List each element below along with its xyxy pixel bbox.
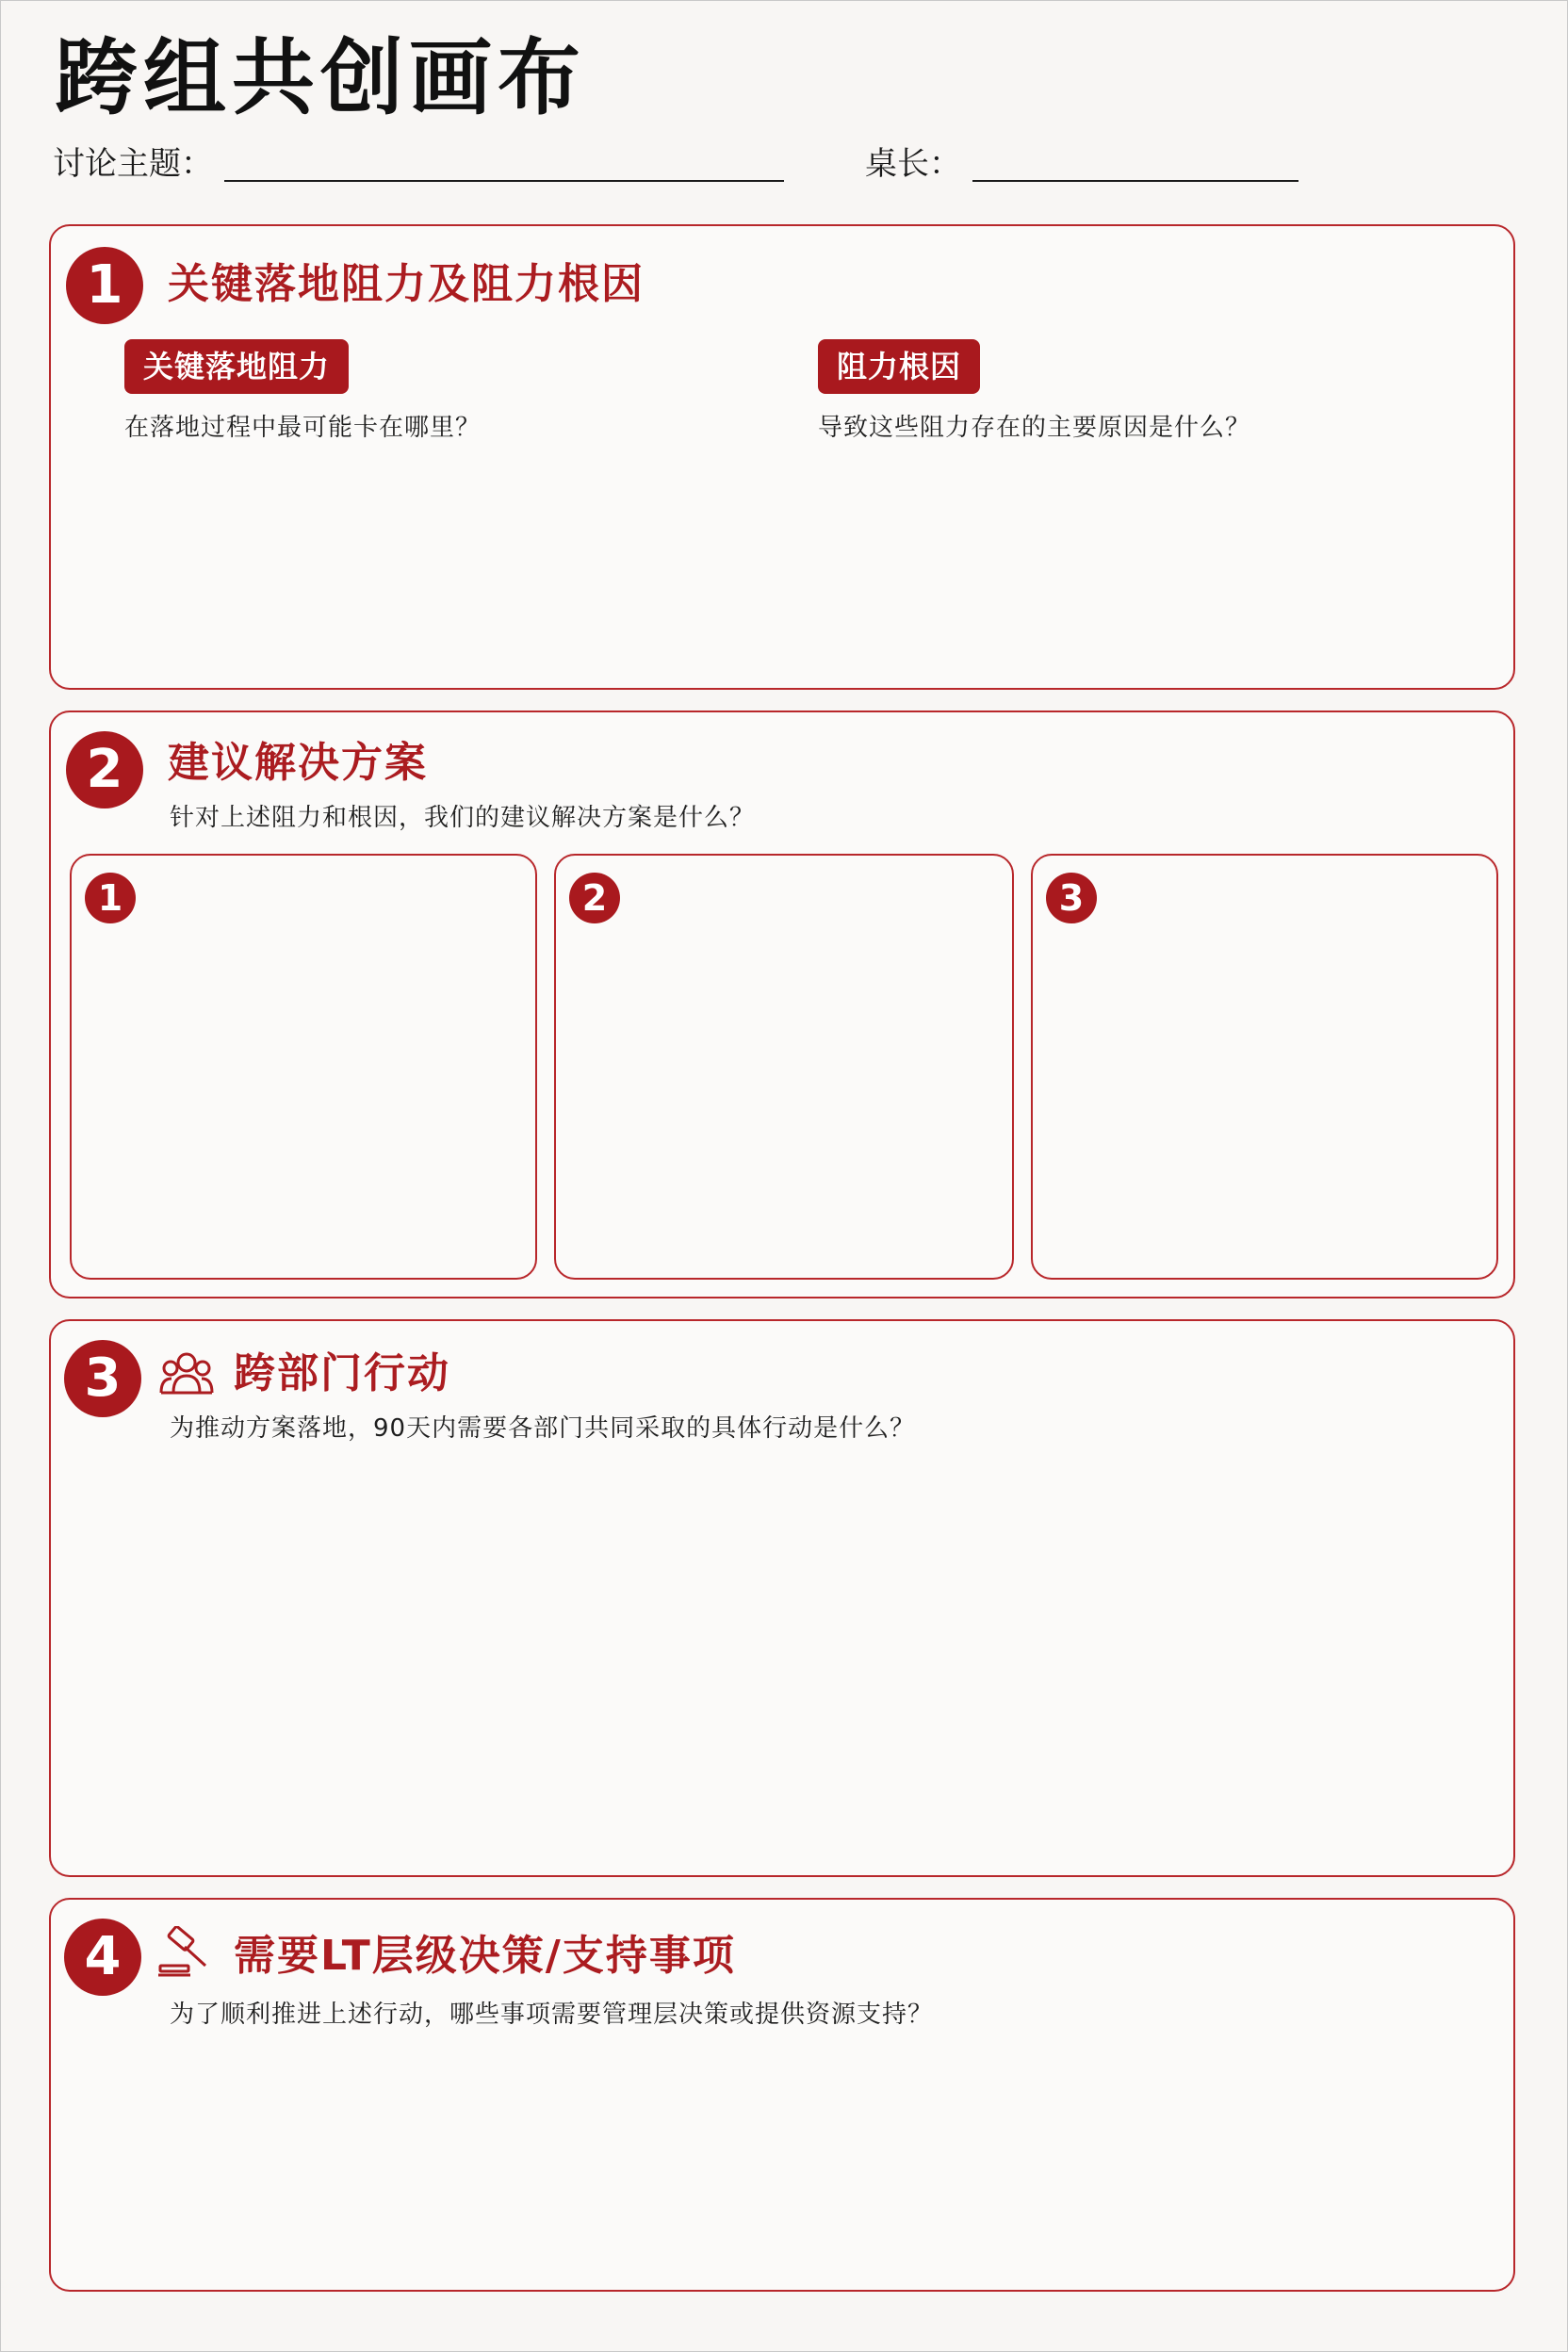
- card-number-badge: 2: [569, 873, 620, 923]
- section-decisions: [49, 1898, 1515, 2292]
- host-label: 桌长：: [865, 145, 961, 183]
- solution-card-1[interactable]: [70, 854, 537, 1280]
- gavel-icon: [156, 1926, 213, 1979]
- section-prompt: 针对上述阻力和根因，我们的建议解决方案是什么？: [170, 804, 756, 832]
- card-number-badge: 3: [1046, 873, 1097, 923]
- card-number-badge: 1: [85, 873, 136, 923]
- team-icon: [158, 1349, 215, 1398]
- section-resistance: [49, 224, 1515, 690]
- section-number-badge: 2: [66, 731, 143, 808]
- section-title: 需要LT层级决策/支持事项: [234, 1932, 736, 1980]
- section-number-badge: 4: [64, 1919, 141, 1996]
- section-title: 跨部门行动: [234, 1349, 450, 1397]
- section-actions: [49, 1319, 1515, 1877]
- prompt-key-resistance: 在落地过程中最可能卡在哪里？: [124, 414, 482, 442]
- section-prompt: 为推动方案落地，90天内需要各部门共同采取的具体行动是什么？: [170, 1414, 916, 1443]
- solution-card-3[interactable]: [1031, 854, 1498, 1280]
- tag-key-resistance: 关键落地阻力: [124, 339, 349, 394]
- topic-field[interactable]: [224, 180, 784, 182]
- page-title: 跨组共创画布: [55, 29, 587, 126]
- tag-root-cause: 阻力根因: [818, 339, 980, 394]
- section-title: 建议解决方案: [168, 739, 428, 787]
- section-number-badge: 3: [64, 1340, 141, 1417]
- section-number-badge: 1: [66, 247, 143, 324]
- solution-card-2[interactable]: [554, 854, 1014, 1280]
- section-solutions: [49, 710, 1515, 1298]
- topic-label: 讨论主题：: [53, 145, 213, 183]
- section-title: 关键落地阻力及阻力根因: [168, 260, 645, 308]
- prompt-root-cause: 导致这些阻力存在的主要原因是什么？: [818, 414, 1251, 442]
- host-field[interactable]: [972, 180, 1298, 182]
- section-prompt: 为了顺利推进上述行动，哪些事项需要管理层决策或提供资源支持？: [170, 2001, 934, 2029]
